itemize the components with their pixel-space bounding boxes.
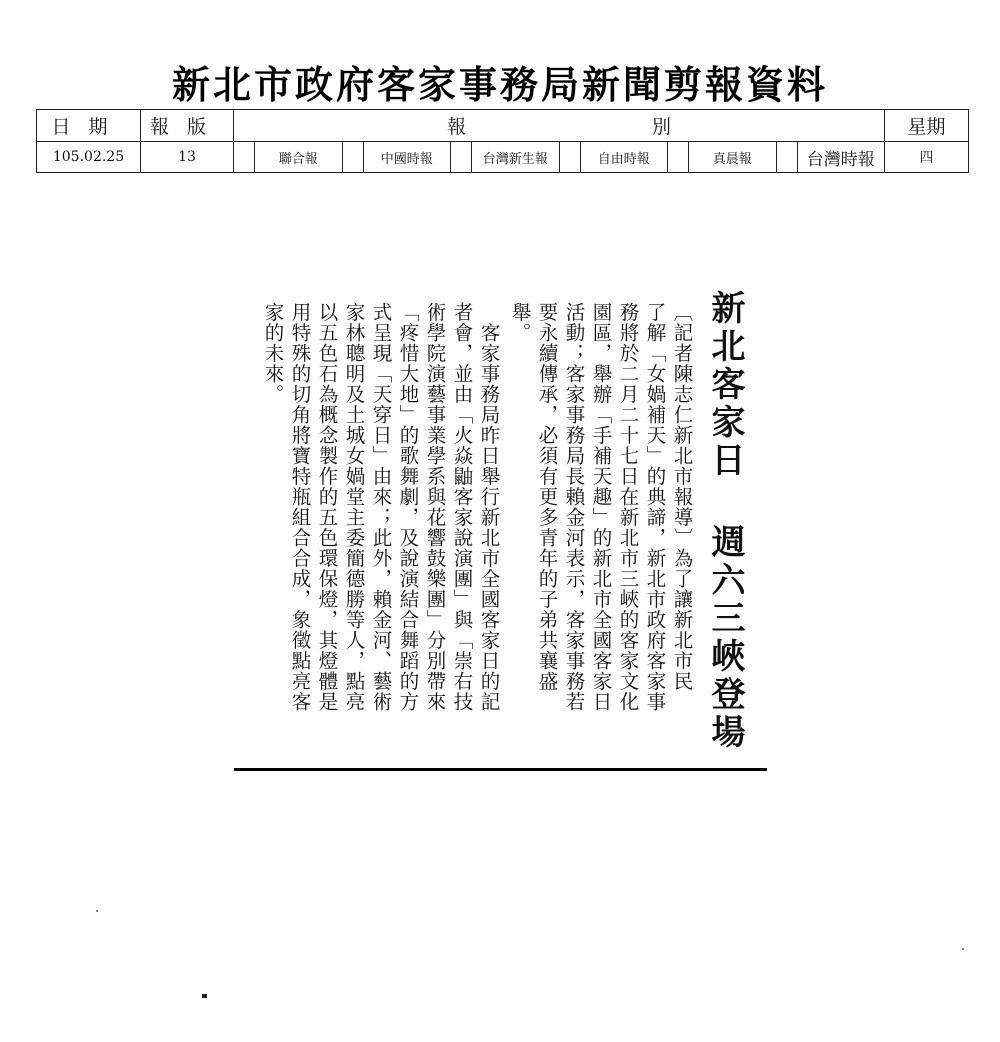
header-newspaper-right: 別	[651, 116, 671, 138]
paper-name: 聯合報	[255, 142, 343, 172]
article-column: 舉。	[508, 302, 532, 343]
paper-checkbox-5	[668, 142, 689, 172]
article-column: 以五色石為概念製作的五色環保燈，其燈體是	[315, 302, 339, 712]
header-page: 報版	[141, 110, 234, 142]
article-column: 要永續傳承，必須有更多青年的子弟共襄盛	[535, 302, 559, 692]
article-headline: 新北客家日 週六三峽登場	[705, 290, 745, 752]
paper-name: 中國時報	[364, 142, 452, 172]
newspaper-clipping	[200, 282, 770, 774]
paper-checkbox-1	[234, 142, 255, 172]
weekday-value: 四	[885, 142, 969, 173]
header-weekday: 星期	[885, 110, 969, 142]
article-column: 術學院演藝事業學系與花響鼓樂團」分別帶來	[423, 302, 447, 712]
date-value: 105.02.25	[37, 142, 141, 173]
paper-name: 真晨報	[689, 142, 777, 172]
article-column: 了解「女媧補天」的典諦，新北市政府客家事	[643, 302, 667, 712]
page-title: 新北市政府客家事務局新聞剪報資料	[171, 62, 828, 107]
scan-speck	[96, 910, 98, 912]
clipping-info-table	[36, 109, 969, 173]
paper-name: 台灣時報	[806, 149, 875, 170]
article-column: ︹記者陳志仁新北市報導︺為了讓新北市民	[670, 302, 694, 692]
scan-speck	[962, 948, 964, 950]
article-column: 客家事務局昨日舉行新北市全國客家日的記	[477, 302, 501, 712]
clipping-bottom-rule	[234, 768, 767, 771]
page-value: 13	[141, 142, 234, 173]
header-newspaper-left: 報	[446, 116, 466, 138]
article-column: 園區，舉辦「手補天趣」的新北市全國客家日	[589, 302, 613, 712]
header-newspaper	[234, 110, 885, 142]
paper-checkbox-2	[343, 142, 364, 172]
paper-checkbox-3	[451, 142, 472, 172]
newspaper-list	[234, 142, 885, 173]
paper-checkbox-6	[777, 142, 798, 172]
article-column: 務將於二月二十七日在新北市三峽的客家文化	[616, 302, 640, 712]
article-column: 式呈現「天穿日」由來；此外，賴金河、藝術	[369, 302, 393, 712]
paper-name: 台灣新生報	[472, 142, 560, 172]
article-column: 「疼惜大地」的歌舞劇，及說演結合舞蹈的方	[396, 302, 420, 712]
paper-name: 自由時報	[581, 142, 669, 172]
article-column: 活動；客家事務局長賴金河表示，客家事務若	[562, 302, 586, 712]
article-column: 用特殊的切角將寶特瓶組合合成，象徵點亮客	[288, 302, 312, 712]
paper-checkbox-4	[560, 142, 581, 172]
article-column: 家的未來。	[261, 302, 285, 405]
header-date: 日期	[37, 110, 141, 142]
article-column: 家林聰明及土城女媧堂主委簡德勝等人，點亮	[342, 302, 366, 712]
scan-speck	[202, 994, 207, 998]
article-column: 者會，並由「火焱鼬客家說演團」與「崇右技	[450, 302, 474, 712]
